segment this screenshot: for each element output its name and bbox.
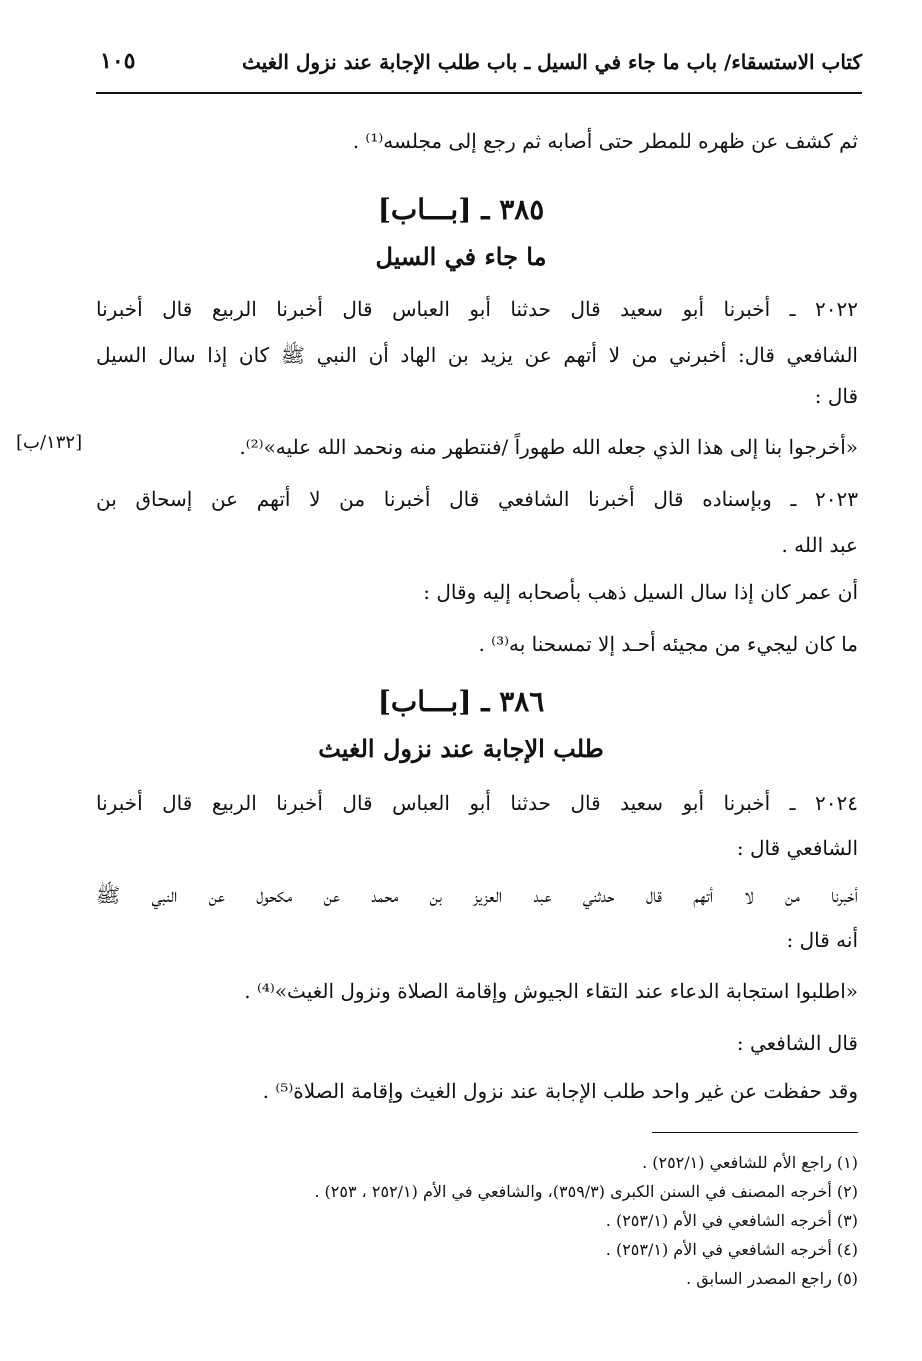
- page-number: ١٠٥: [100, 48, 136, 74]
- hadith-2024-line-3: أخبرنا من لا أتهم قال حدثني عبد العزيز بن محمد عن مكحول عن النبي ﷺ: [96, 883, 858, 907]
- footnote-3: (٣) أخرجه الشافعي في الأم (٢٥٣/١) .: [605, 1211, 858, 1230]
- chapter-385-title: ما جاء في السيل: [375, 242, 547, 271]
- hadith-2024-line-5: «اطلبوا استجابة الدعاء عند التقاء الجيوش وإقامة الصلاة ونزول الغيث»⁽⁴⁾ .: [244, 979, 858, 1003]
- hadith-2024-line-6: قال الشافعي :: [736, 1031, 858, 1055]
- footnote-5: (٥) راجع المصدر السابق .: [686, 1269, 858, 1288]
- chapter-386-title: طلب الإجابة عند نزول الغيث: [318, 734, 604, 763]
- hadith-2023-line-3: أن عمر كان إذا سال السيل ذهب بأصحابه إليه وقال :: [423, 580, 858, 604]
- hadith-2024-line-4: أنه قال :: [786, 928, 858, 952]
- hadith-2024-line-2: الشافعي قال :: [736, 836, 858, 860]
- footnote-4: (٤) أخرجه الشافعي في الأم (٢٥٣/١) .: [605, 1240, 858, 1259]
- hadith-2022-line-1: ٢٠٢٢ ـ أخبرنا أبو سعيد قال حدثنا أبو العباس قال أخبرنا الربيع قال أخبرنا: [96, 297, 858, 321]
- hadith-2024-line-1: ٢٠٢٤ ـ أخبرنا أبو سعيد قال حدثنا أبو العباس قال أخبرنا الربيع قال أخبرنا: [96, 791, 858, 815]
- hadith-2023-line-1: ٢٠٢٣ ـ وبإسناده قال أخبرنا الشافعي قال أخبرنا من لا أتهم عن إسحاق بن: [96, 487, 858, 511]
- page-header: [96, 44, 862, 94]
- chapter-386-number: ٣٨٦ ـ [بـــاب]: [377, 685, 545, 718]
- chapter-385-number: ٣٨٥ ـ [بـــاب]: [377, 193, 545, 226]
- hadith-2024-line-7: وقد حفظت عن غير واحد طلب الإجابة عند نزول الغيث وإقامة الصلاة⁽⁵⁾ .: [262, 1079, 858, 1103]
- footnote-1: (١) راجع الأم للشافعي (٢٥٢/١) .: [642, 1153, 858, 1172]
- footnote-2: (٢) أخرجه المصنف في السنن الكبرى (٣٥٩/٣)، والشافعي في الأم (٢٥٢/١ ، ٢٥٣) .: [314, 1182, 858, 1201]
- hadith-2022-quote: «أخرجوا بنا إلى هذا الذي جعله الله طهوراً /فنتطهر منه ونحمد الله عليه»⁽²⁾.: [239, 435, 858, 459]
- footnote-divider: [652, 1132, 858, 1133]
- intro-line: ثم كشف عن ظهره للمطر حتى أصابه ثم رجع إلى مجلسه⁽¹⁾ .: [352, 129, 858, 153]
- hadith-2023-line-4: ما كان ليجيء من مجيئه أحـد إلا تمسحنا به⁽³⁾ .: [478, 632, 858, 656]
- folio-marker: [١٣٢/ب]: [16, 432, 83, 453]
- running-title: كتاب الاستسقاء/ باب ما جاء في السيل ـ باب طلب الإجابة عند نزول الغيث: [241, 50, 862, 74]
- hadith-2022-line-2: الشافعي قال: أخبرني من لا أتهم عن يزيد بن الهاد أن النبي ﷺ كان إذا سال السيل: [96, 343, 858, 367]
- hadith-2022-line-3: قال :: [814, 384, 858, 408]
- hadith-2023-line-2: عبد الله .: [781, 533, 858, 557]
